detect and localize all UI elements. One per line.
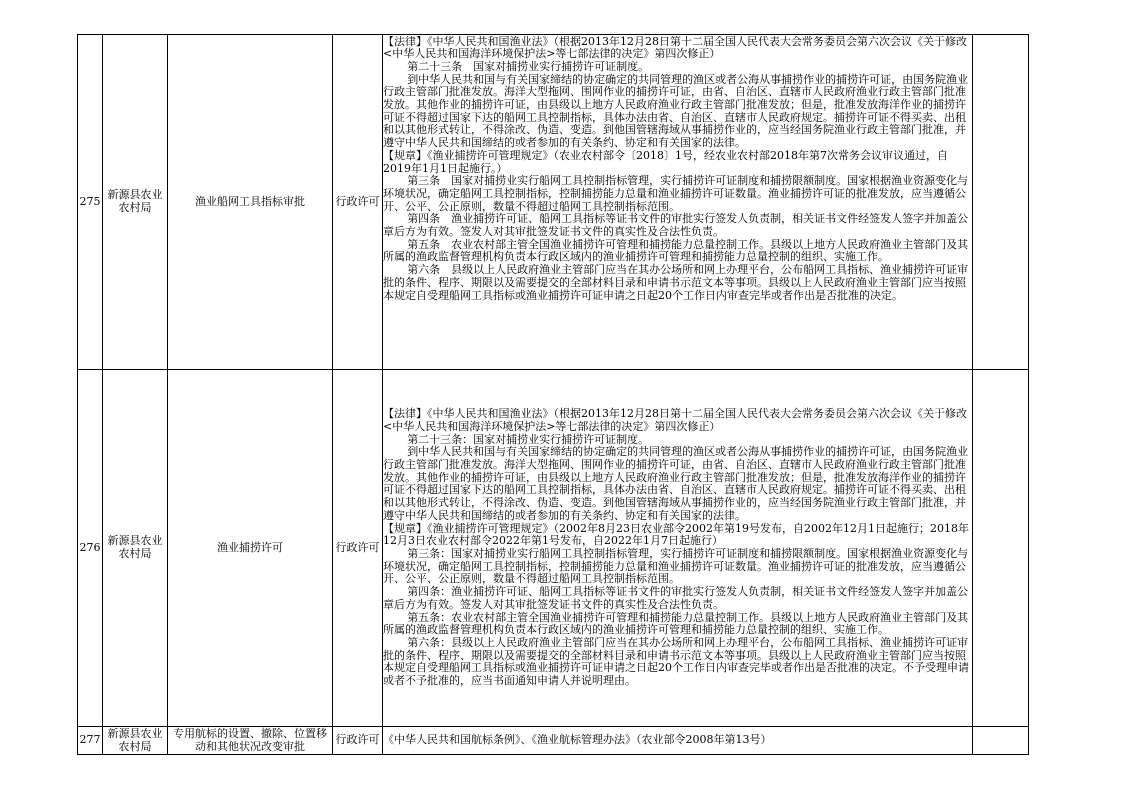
item-name: 渔业捕捞许可 — [168, 370, 333, 727]
remarks-cell — [973, 370, 1029, 727]
table-row — [78, 370, 1029, 727]
basis-paragraph: 第三条 国家对捕捞业实行船网工具控制指标管理，实行捕捞许可证制度和捕捞限额制度。国家根据渔业资源变化与环境状况，确定船网工具控制指标，控制捕捞能力总量和渔业捕捞许可证数量。渔业捕捞许可证的批准发放，应当遵循公开、公平、公正原则，数量不得超过船网工具控制指标范围。 — [383, 174, 969, 213]
basis-paragraph: 第五条 农业农村部主管全国渔业捕捞许可管理和捕捞能力总量控制工作。县级以上地方人民政府渔业主管部门及其所属的渔政监督管理机构负责本行政区域内的渔业捕捞许可管理和捕捞能力总量控制的组织、实施工作。 — [383, 237, 969, 264]
permit-table — [77, 34, 1029, 755]
legal-basis — [383, 35, 973, 370]
basis-paragraph: 【规章】《渔业捕捞许可管理规定》（2002年8月23日农业部令2002年第19号发布，自2002年12月1日起施行；2018年12月3日农业农村部令2022年第1号发布，自2022年1月7日起施行） — [383, 521, 969, 548]
legal-basis — [383, 727, 973, 755]
table-row — [78, 35, 1029, 370]
table-row — [78, 727, 1029, 755]
item-type: 行政许可 — [333, 727, 383, 755]
basis-paragraph: 第二十三条：国家对捕捞业实行捕捞许可证制度。 — [407, 432, 650, 446]
basis-paragraph: 第四条：渔业捕捞许可证、船网工具指标等证书文件的审批实行签发人负责制，相关证书文件经签发人签字并加盖公章后方为有效。签发人对其审批签发证书文件的真实性及合法性负责。 — [383, 585, 969, 611]
basis-paragraph: 《中华人民共和国航标条例》、《渔业航标管理办法》（农业部令2008年第13号） — [383, 733, 772, 747]
basis-paragraph: 【法律】《中华人民共和国渔业法》（根据2013年12月28日第十二届全国人民代表大会常务委员会第六次会议《关于修改<中华人民共和国海洋环境保护法>等七部法律的决定》第四次修正） — [383, 407, 967, 433]
item-name: 渔业船网工具指标审批 — [168, 35, 333, 370]
row-number: 277 — [78, 727, 103, 755]
item-type: 行政许可 — [333, 370, 383, 727]
basis-paragraph: 第二十三条 国家对捕捞业实行捕捞许可证制度。 — [407, 59, 650, 73]
implementing-unit: 新源县农业农村局 — [103, 727, 168, 755]
basis-paragraph: 【法律】《中华人民共和国渔业法》（根据2013年12月28日第十二届全国人民代表大会常务委员会第六次会议《关于修改<中华人民共和国海洋环境保护法>等七部法律的决定》第四次修正） — [383, 35, 967, 61]
basis-paragraph: 【规章】《渔业捕捞许可管理规定》（农业农村部令〔2018〕1号，经农业农村部2018年第7次常务会议审议通过，自2019年1月1日起施行。） — [383, 148, 948, 175]
basis-paragraph: 第五条：农业农村部主管全国渔业捕捞许可管理和捕捞能力总量控制工作。县级以上地方人民政府渔业主管部门及其所属的渔政监督管理机构负责本行政区域内的渔业捕捞许可管理和捕捞能力总量控制的组织、实施工作。 — [383, 610, 969, 637]
item-name: 专用航标的设置、撤除、位置移动和其他状况改变审批 — [168, 727, 333, 755]
item-type: 行政许可 — [333, 35, 383, 370]
implementing-unit: 新源县农业农村局 — [103, 35, 168, 370]
implementing-unit: 新源县农业农村局 — [103, 370, 168, 727]
basis-paragraph: 第四条 渔业捕捞许可证、船网工具指标等证书文件的审批实行签发人负责制，相关证书文件经签发人签字并加盖公章后方为有效。签发人对其审批签发证书文件的真实性及合法性负责。 — [383, 212, 969, 239]
basis-paragraph: 到中华人民共和国与有关国家缔结的协定确定的共同管理的渔区或者公海从事捕捞作业的捕捞许可证，由国务院渔业行政主管部门批准发放。海洋大型拖网、围网作业的捕捞许可证，由省、自治区、直辖市人民政府渔业行政主管部门批准发放。其他作业的捕捞许可证，由县级以上地方人民政府渔业行政主管部门批准发放；但是，批准发放海洋作业的捕捞许可证不得超过国家下达的船网工具控制指标，具体办法由省、自治区、直辖市人民政府规定。捕捞许可证不得买卖、出租和以其他形式转让，不得涂改、伪造、变造。到他国管辖海域从事捕捞作业的，应当经国务院渔业行政主管部门批准，并遵守中华人民共和国缔结的或者参加的有关条约、协定和有关国家的法律。 — [383, 445, 969, 522]
basis-paragraph: 第六条 县级以上人民政府渔业主管部门应当在其办公场所和网上办理平台，公布船网工具指标、渔业捕捞许可证审批的条件、程序、期限以及需要提交的全部材料目录和申请书示范文本等事项。县级以上人民政府渔业主管部门应当按照本规定自受理船网工具指标或渔业捕捞许可证申请之日起20个工作日内审查完毕或者作出是否批准的决定。 — [383, 263, 969, 302]
row-number: 275 — [78, 35, 103, 370]
row-number: 276 — [78, 370, 103, 727]
basis-paragraph: 第三条：国家对捕捞业实行船网工具控制指标管理，实行捕捞许可证制度和捕捞限额制度。国家根据渔业资源变化与环境状况，确定船网工具控制指标，控制捕捞能力总量和渔业捕捞许可证数量。渔业捕捞许可证的批准发放，应当遵循公开、公平、公正原则，数量不得超过船网工具控制指标范围。 — [383, 547, 969, 586]
basis-paragraph: 第六条：县级以上人民政府渔业主管部门应当在其办公场所和网上办理平台，公布船网工具指标、渔业捕捞许可证审批的条件、程序、期限以及需要提交的全部材料目录和申请书示范文本等事项。县级以上人民政府渔业主管部门应当按照本规定自受理船网工具指标或渔业捕捞许可证申请之日起20个工作日内审查完毕或者作出是否批准的决定。不予受理申请或者不予批准的，应当书面通知申请人并说明理由。 — [383, 635, 969, 688]
remarks-cell — [973, 727, 1029, 755]
remarks-cell — [973, 35, 1029, 370]
legal-basis — [383, 370, 973, 727]
basis-paragraph: 到中华人民共和国与有关国家缔结的协定确定的共同管理的渔区或者公海从事捕捞作业的捕捞许可证，由国务院渔业行政主管部门批准发放。海洋大型拖网、围网作业的捕捞许可证，由省、自治区、直辖市人民政府渔业行政主管部门批准发放。其他作业的捕捞许可证，由县级以上地方人民政府渔业行政主管部门批准发放；但是，批准发放海洋作业的捕捞许可证不得超过国家下达的船网工具控制指标，具体办法由省、自治区、直辖市人民政府规定。捕捞许可证不得买卖、出租和以其他形式转让，不得涂改、伪造、变造。到他国管辖海域从事捕捞作业的，应当经国务院渔业行政主管部门批准，并遵守中华人民共和国缔结的或者参加的有关条约、协定和有关国家的法律。 — [383, 72, 969, 150]
